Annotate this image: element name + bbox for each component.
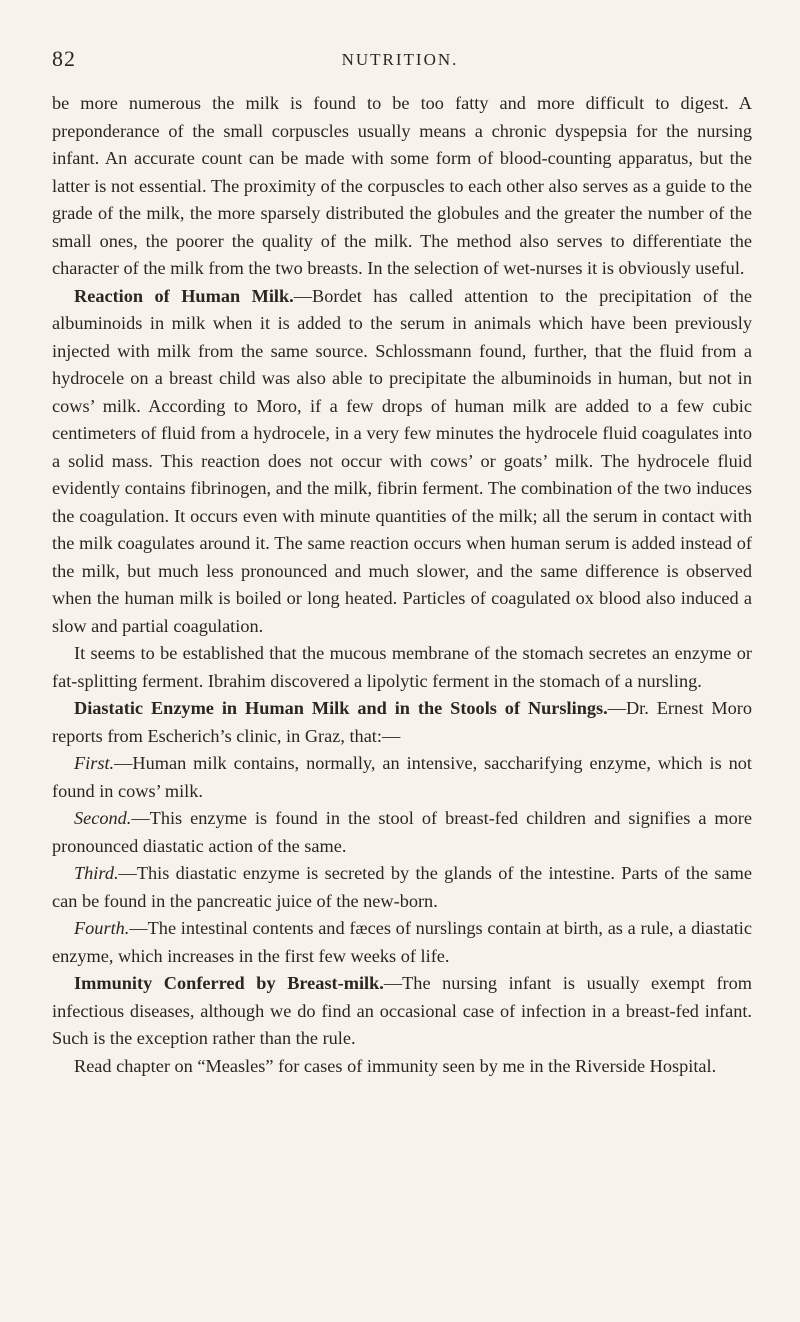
list-label-first: First.	[74, 753, 115, 773]
paragraph-measles-reference: Read chapter on “Measles” for cases of immunity seen by me in the Riverside Hospital.	[74, 1055, 717, 1076]
paragraph-text: —The nursing infant is usually exempt from infectious diseases, although we do find an occasional case of infection in a breast-fed infant. Such is the exception rather than the rule.	[52, 973, 752, 1048]
paragraph-continued: be more numerous the milk is found to be too fatty and more difficult to digest. A preponderance of the small corpuscles usually means a chronic dyspepsia for the nursing infant. An accurate count can be made with some form of blood-counting apparatus, but the latter is not essential. The proximity of the corpuscles to each other also serves as a guide to the grade of the milk, the more sparsely distributed the globules and the greater the number of the small ones, the poorer the quality of the milk. The method also serves to differentiate the character of the milk from the two breasts. In the selection of wet-nurses it is obviously useful.	[52, 93, 752, 278]
list-label-fourth: Fourth.	[74, 918, 130, 938]
paragraph-second	[52, 805, 752, 860]
paragraph-text: —This enzyme is found in the stool of breast-fed children and signifies a more pronounced diastatic action of the same.	[52, 808, 752, 856]
paragraph-text: —This diastatic enzyme is secreted by the glands of the intestine. Parts of the same can be found in the pancreatic juice of the new-born.	[52, 863, 752, 911]
page-number: 82	[52, 46, 76, 71]
paragraph-first	[52, 750, 752, 805]
paragraph-text: —Human milk contains, normally, an intensive, saccharifying enzyme, which is not found in cows’ milk.	[52, 753, 752, 801]
section-heading-immunity: Immunity Conferred by Breast-milk.	[74, 973, 384, 993]
running-title: NUTRITION.	[341, 50, 459, 69]
list-label-second: Second.	[74, 808, 132, 828]
paragraph-text: —Bordet has called attention to the precipitation of the albuminoids in milk when it is added to the serum in animals which have been previously injected with milk from the same source. Schlossmann found, further, that the fluid from a hydrocele on a breast child was also able to precipitate the albuminoids in human, but not in cows’ milk. According to Moro, if a few drops of human milk are added to a few cubic centimeters of fluid from a hydrocele, in a very few minutes the hydrocele fluid coagulates into a solid mass. This reaction does not occur with cows’ or goats’ milk. The hydrocele fluid evidently contains fibrinogen, and the milk, fibrin ferment. The combination of the two induces the coagulation. It occurs even with minute quantities of the milk; all the serum in contact with the milk coagulates around it. The same reaction occurs when human serum is added instead of the milk, but much less pronounced and much slower, and the same difference is observed when the human milk is boiled or long heated. Particles of coagulated ox blood also induced a slow and partial coagulation.	[52, 285, 752, 636]
paragraph-fourth	[52, 915, 752, 970]
section-heading-reaction: Reaction of Human Milk.	[74, 285, 294, 306]
paragraph-immunity	[52, 970, 752, 1053]
body-text	[52, 90, 752, 1080]
paragraph-text: —Dr. Ernest Moro reports from Escherich’s clinic, in Graz, that:—	[52, 698, 752, 746]
paragraph-diastatic-enzyme	[52, 695, 752, 750]
paragraph-third	[52, 860, 752, 915]
list-label-third: Third.	[74, 863, 119, 883]
paragraph-text: —The intestinal contents and fæces of nurslings contain at birth, as a rule, a diastatic enzyme, which increases in the first few weeks of life.	[52, 918, 752, 966]
section-heading-diastatic: Diastatic Enzyme in Human Milk and in the Stools of Nurslings.	[74, 698, 608, 718]
paragraph-reaction-of-human-milk	[52, 283, 752, 641]
paragraph-stomach-enzyme: It seems to be established that the mucous membrane of the stomach secretes an enzyme or fat-splitting ferment. Ibrahim discovered a lipolytic ferment in the stomach of a nursling.	[52, 643, 752, 691]
